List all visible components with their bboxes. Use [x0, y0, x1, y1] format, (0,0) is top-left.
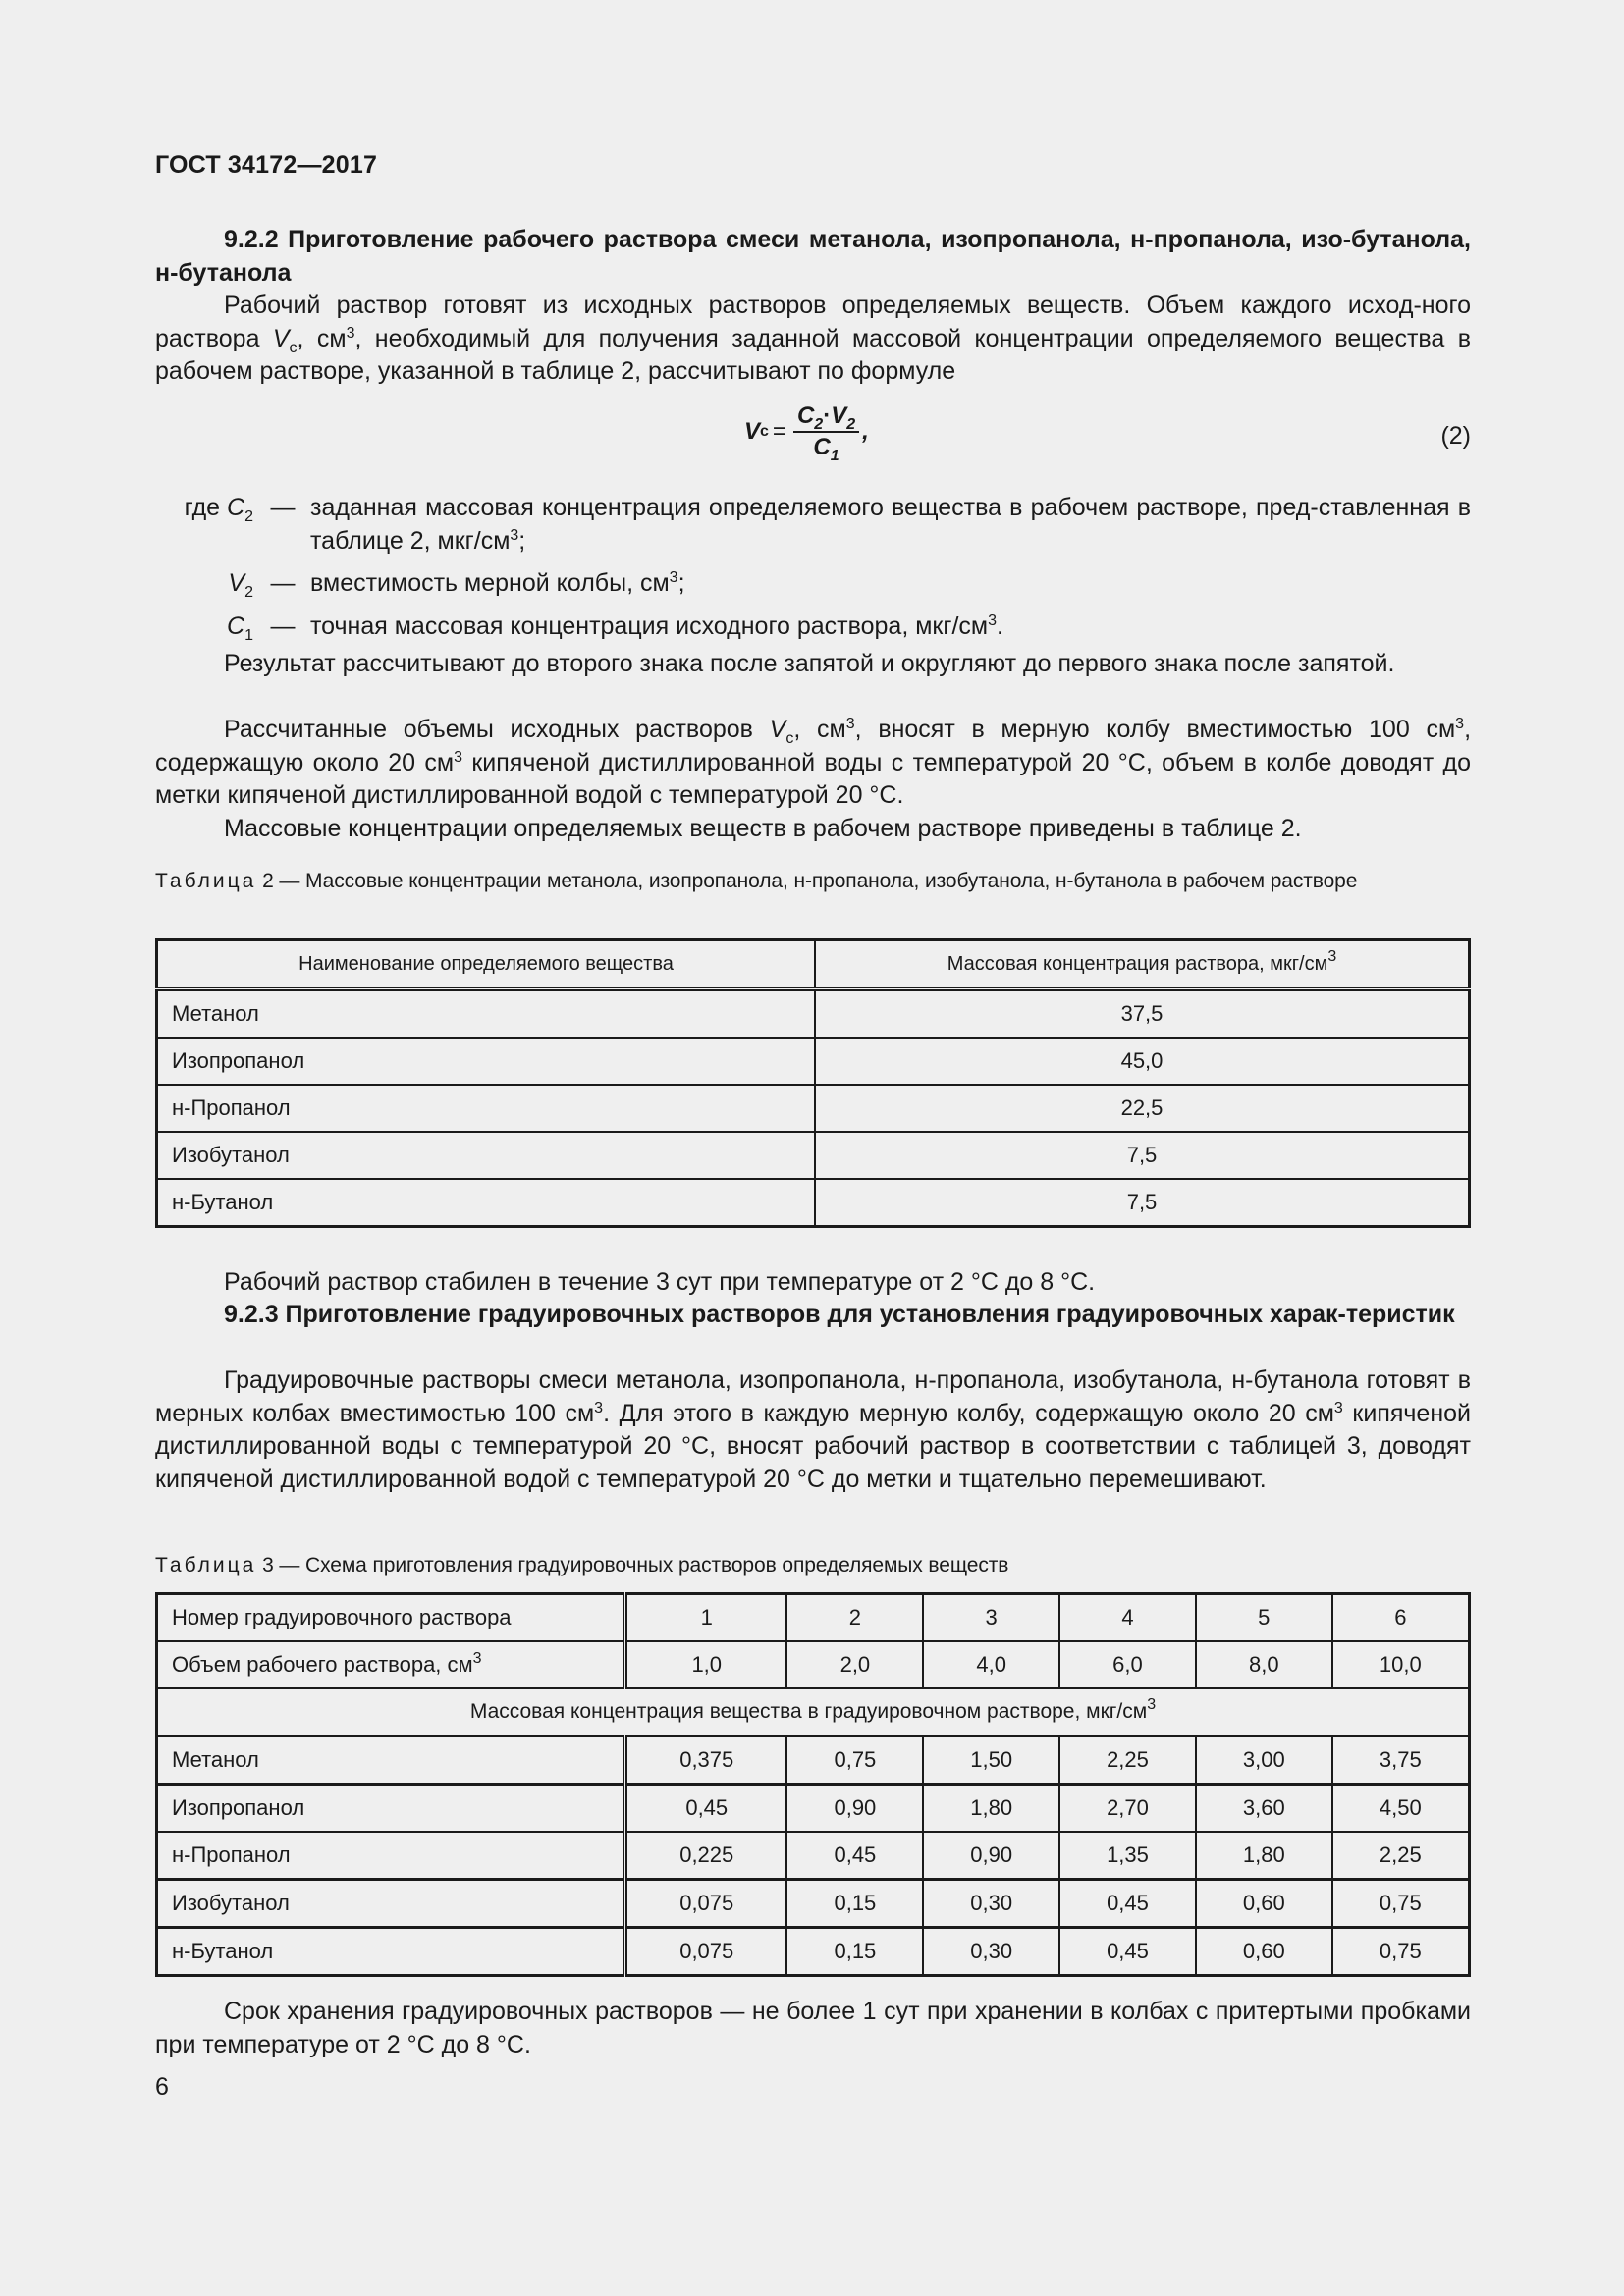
section-922-paragraph-2: Результат рассчитывают до второго знака после запятой и округляют до первого знака после запятой.: [224, 650, 1395, 677]
table-row: [157, 1880, 1470, 1928]
substance-name: Изопропанол: [157, 1785, 625, 1833]
solution-number: 5: [1196, 1594, 1332, 1642]
table-row: [157, 1179, 1470, 1227]
concentration-value: 0,15: [786, 1928, 923, 1976]
table-row: [157, 1132, 1470, 1179]
formula-number: (2): [1440, 422, 1471, 450]
table-header-row: [157, 940, 1470, 989]
section-923-title: 9.2.3 Приготовление градуировочных растворов для установления градуировочных харак-теристик: [224, 1301, 1455, 1328]
table-2-caption: Таблица 2 — Массовые концентрации метанола, изопропанола, н-пропанола, изобутанола, н-бутанола в рабочем растворе: [155, 870, 1358, 892]
substance-name: Метанол: [157, 1736, 625, 1785]
concentration-value: 0,75: [1332, 1928, 1470, 1976]
volume-value: 10,0: [1332, 1641, 1470, 1688]
concentration-value: 7,5: [815, 1132, 1470, 1179]
concentration-value: 0,90: [786, 1785, 923, 1833]
row-label: Номер градуировочного раствора: [157, 1594, 625, 1642]
concentration-value: 0,225: [625, 1832, 787, 1880]
concentration-value: 0,60: [1196, 1880, 1332, 1928]
table-row: [157, 1928, 1470, 1976]
substance-name: н-Бутанол: [157, 1928, 625, 1976]
concentration-value: 37,5: [815, 989, 1470, 1039]
table-row: [157, 1038, 1470, 1085]
section-923-paragraph-1: Градуировочные растворы смеси метанола, изопропанола, н-пропанола, изобутанола, н-бутанола готовят в мерных колбах вместимостью 100 $см^3$. Для этого в каждую мерную колбу, содержащую около 20 $см^3$ кипяченой дистиллированной воды с температурой 20 °С, вносят рабочий раствор в соответствии с таблицей 3, доводят кипяченой дистиллированной водой с температурой 20 °С до метки и тщательно перемешивают.: [155, 1366, 1472, 1493]
concentration-value: 3,60: [1196, 1785, 1332, 1833]
concentration-value: 0,45: [625, 1785, 787, 1833]
concentration-value: 1,80: [1196, 1832, 1332, 1880]
solution-number-row: [157, 1594, 1470, 1642]
concentration-value: 0,45: [1059, 1928, 1196, 1976]
table-3-caption: Таблица 3 — Схема приготовления градуировочных растворов определяемых веществ: [155, 1554, 1009, 1576]
table-row: [157, 989, 1470, 1039]
concentration-value: 0,375: [625, 1736, 787, 1785]
formula-fraction: $\frac{C_2\cdot V_2}{C_1}$: [793, 402, 859, 461]
storage-note: Срок хранения градуировочных растворов — не более 1 сут при хранении в колбах с притертыми пробками при температуре от 2 °С до 8 °С.: [155, 1998, 1471, 2058]
substance-name: Изобутанол: [157, 1880, 625, 1928]
concentration-value: 3,00: [1196, 1736, 1332, 1785]
concentration-value: 0,075: [625, 1928, 787, 1976]
concentration-value: 0,75: [1332, 1880, 1470, 1928]
concentration-value: 2,25: [1332, 1832, 1470, 1880]
table-row: [157, 1736, 1470, 1785]
concentration-value: 0,60: [1196, 1928, 1332, 1976]
solution-number: 6: [1332, 1594, 1470, 1642]
substance-name: н-Бутанол: [157, 1179, 816, 1227]
substance-name: Изопропанол: [157, 1038, 816, 1085]
concentration-subheader-row: [157, 1688, 1470, 1736]
table-header-cell: Наименование определяемого вещества: [157, 940, 816, 989]
concentration-value: 0,075: [625, 1880, 787, 1928]
legend-item: $V_2$ — вместимость мерной колбы, $см^3$;: [228, 569, 685, 601]
table-3: [155, 1592, 1471, 1977]
solution-number: 4: [1059, 1594, 1196, 1642]
concentration-value: 0,75: [786, 1736, 923, 1785]
document-id-header: ГОСТ 34172—2017: [155, 151, 378, 179]
concentration-value: 4,50: [1332, 1785, 1470, 1833]
volume-value: 6,0: [1059, 1641, 1196, 1688]
formula-2: V c = $\frac{C_2\cdot V_2}{C_1}$ ,: [744, 402, 869, 464]
volume-value: 4,0: [923, 1641, 1059, 1688]
concentration-value: 0,30: [923, 1880, 1059, 1928]
concentration-value: 0,15: [786, 1880, 923, 1928]
concentration-value: 1,35: [1059, 1832, 1196, 1880]
stability-note: Рабочий раствор стабилен в течение 3 сут при температуре от 2 °С до 8 °С.: [224, 1268, 1096, 1296]
legend-item: $C_1$ — точная массовая концентрация исходного раствора, мкг/$см^3$.: [227, 612, 1003, 644]
volume-value: 8,0: [1196, 1641, 1332, 1688]
table-header-cell: Массовая концентрация раствора, мкг/$см^3$: [815, 940, 1470, 989]
legend-item: где $C_2$ — заданная массовая концентрация определяемого вещества в рабочем растворе, пред-ставленная в таблице 2, мкг/$см^3$;: [184, 494, 1471, 555]
volume-row: [157, 1641, 1470, 1688]
table-row: [157, 1785, 1470, 1833]
section-922-paragraph-1: Рабочий раствор готовят из исходных растворов определяемых веществ. Объем каждого исход-ного раствора $V_c$, $см^3$, необходимый для получения заданной массовой концентрации определяемого вещества в рабочем растворе, указанной в таблице 2, рассчитывают по формуле: [155, 292, 1471, 385]
section-922-title: 9.2.2 Приготовление рабочего раствора смеси метанола, изопропанола, н-пропанола, изо-бутанола, н-бутанола: [155, 226, 1471, 287]
solution-number: 1: [625, 1594, 787, 1642]
concentration-value: 3,75: [1332, 1736, 1470, 1785]
volume-value: 2,0: [786, 1641, 923, 1688]
section-922-paragraph-4: Массовые концентрации определяемых веществ в рабочем растворе приведены в таблице 2.: [224, 815, 1302, 842]
substance-name: н-Пропанол: [157, 1832, 625, 1880]
concentration-value: 45,0: [815, 1038, 1470, 1085]
concentration-value: 0,30: [923, 1928, 1059, 1976]
concentration-value: 7,5: [815, 1179, 1470, 1227]
substance-name: Метанол: [157, 989, 816, 1039]
table-row: [157, 1085, 1470, 1132]
table-2: [155, 938, 1471, 1228]
concentration-value: 0,45: [1059, 1880, 1196, 1928]
substance-name: н-Пропанол: [157, 1085, 816, 1132]
row-label: Объем рабочего раствора, $см^3$: [157, 1641, 625, 1688]
solution-number: 2: [786, 1594, 923, 1642]
concentration-value: 22,5: [815, 1085, 1470, 1132]
concentration-value: 2,25: [1059, 1736, 1196, 1785]
solution-number: 3: [923, 1594, 1059, 1642]
formula-legend: [155, 492, 1471, 653]
concentration-value: 1,50: [923, 1736, 1059, 1785]
section-922-paragraph-3: Рассчитанные объемы исходных растворов $V_c$, $см^3$, вносят в мерную колбу вместимостью 100 $см^3$, содержащую около 20 $см^3$ кипяченой дистиллированной воды с температурой 20 °С, объем в колбе доводят до метки кипяченой дистиллированной водой с температурой 20 °С.: [155, 716, 1472, 809]
substance-name: Изобутанол: [157, 1132, 816, 1179]
concentration-subheader: Массовая концентрация вещества в градуировочном растворе, мкг/$см^3$: [157, 1688, 1470, 1736]
table-row: [157, 1832, 1470, 1880]
concentration-value: 0,45: [786, 1832, 923, 1880]
volume-value: 1,0: [625, 1641, 787, 1688]
concentration-value: 0,90: [923, 1832, 1059, 1880]
page-number: 6: [155, 2073, 169, 2101]
concentration-value: 2,70: [1059, 1785, 1196, 1833]
concentration-value: 1,80: [923, 1785, 1059, 1833]
